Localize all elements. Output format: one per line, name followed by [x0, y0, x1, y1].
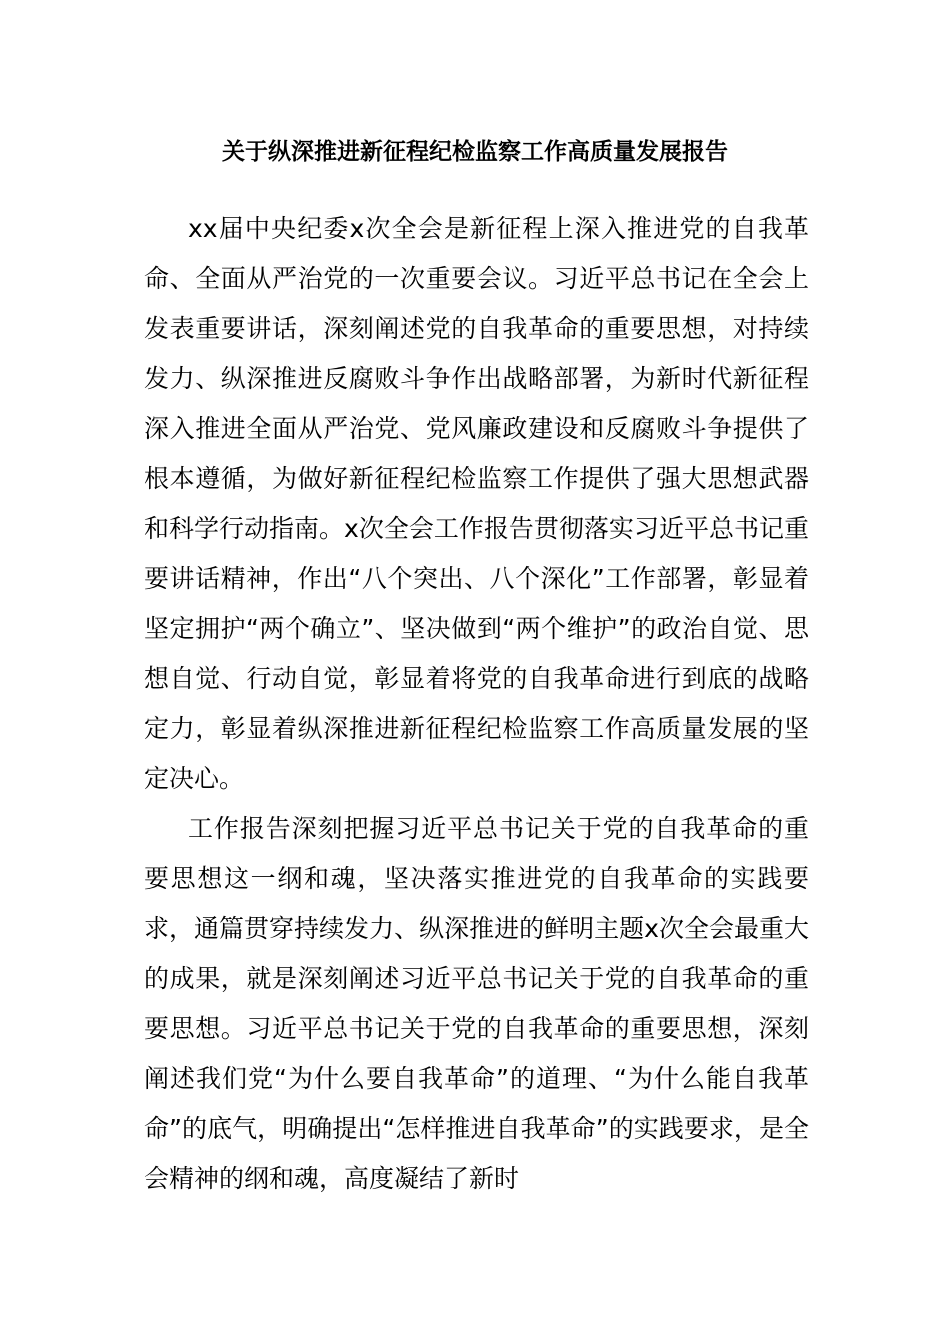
document-title: 关于纵深推进新征程纪检监察工作高质量发展报告 — [222, 139, 728, 165]
document-body — [144, 204, 809, 1204]
paragraph-1: xx届中央纪委x次全会是新征程上深入推进党的自我革命、全面从严治党的一次重要会议。习近平总书记在全会上发表重要讲话，深刻阐述党的自我革命的重要思想，对持续发力、纵深推进反腐败斗争作出战略部署，为新时代新征程深入推进全面从严治党、党风廉政建设和反腐败斗争提供了根本遵循，为做好新征程纪检监察工作提供了强大思想武器和科学行动指南。x次全会工作报告贯彻落实习近平总书记重要讲话精神，作出“八个突出、八个深化”工作部署，彰显着坚定拥护“两个确立”、坚决做到“两个维护”的政治自觉、思想自觉、行动自觉，彰显着将党的自我革命进行到底的战略定力，彰显着纵深推进新征程纪检监察工作高质量发展的坚定决心。 — [144, 214, 809, 793]
paragraph-2: 工作报告深刻把握习近平总书记关于党的自我革命的重要思想这一纲和魂，坚决落实推进党的自我革命的实践要求，通篇贯穿持续发力、纵深推进的鲜明主题x次全会最重大的成果，就是深刻阐述习近平总书记关于党的自我革命的重要思想。习近平总书记关于党的自我革命的重要思想，深刻阐述我们党“为什么要自我革命”的道理、“为什么能自我革命”的底气，明确提出“怎样推进自我革命”的实践要求，是全会精神的纲和魂，高度凝结了新时 — [144, 814, 809, 1193]
